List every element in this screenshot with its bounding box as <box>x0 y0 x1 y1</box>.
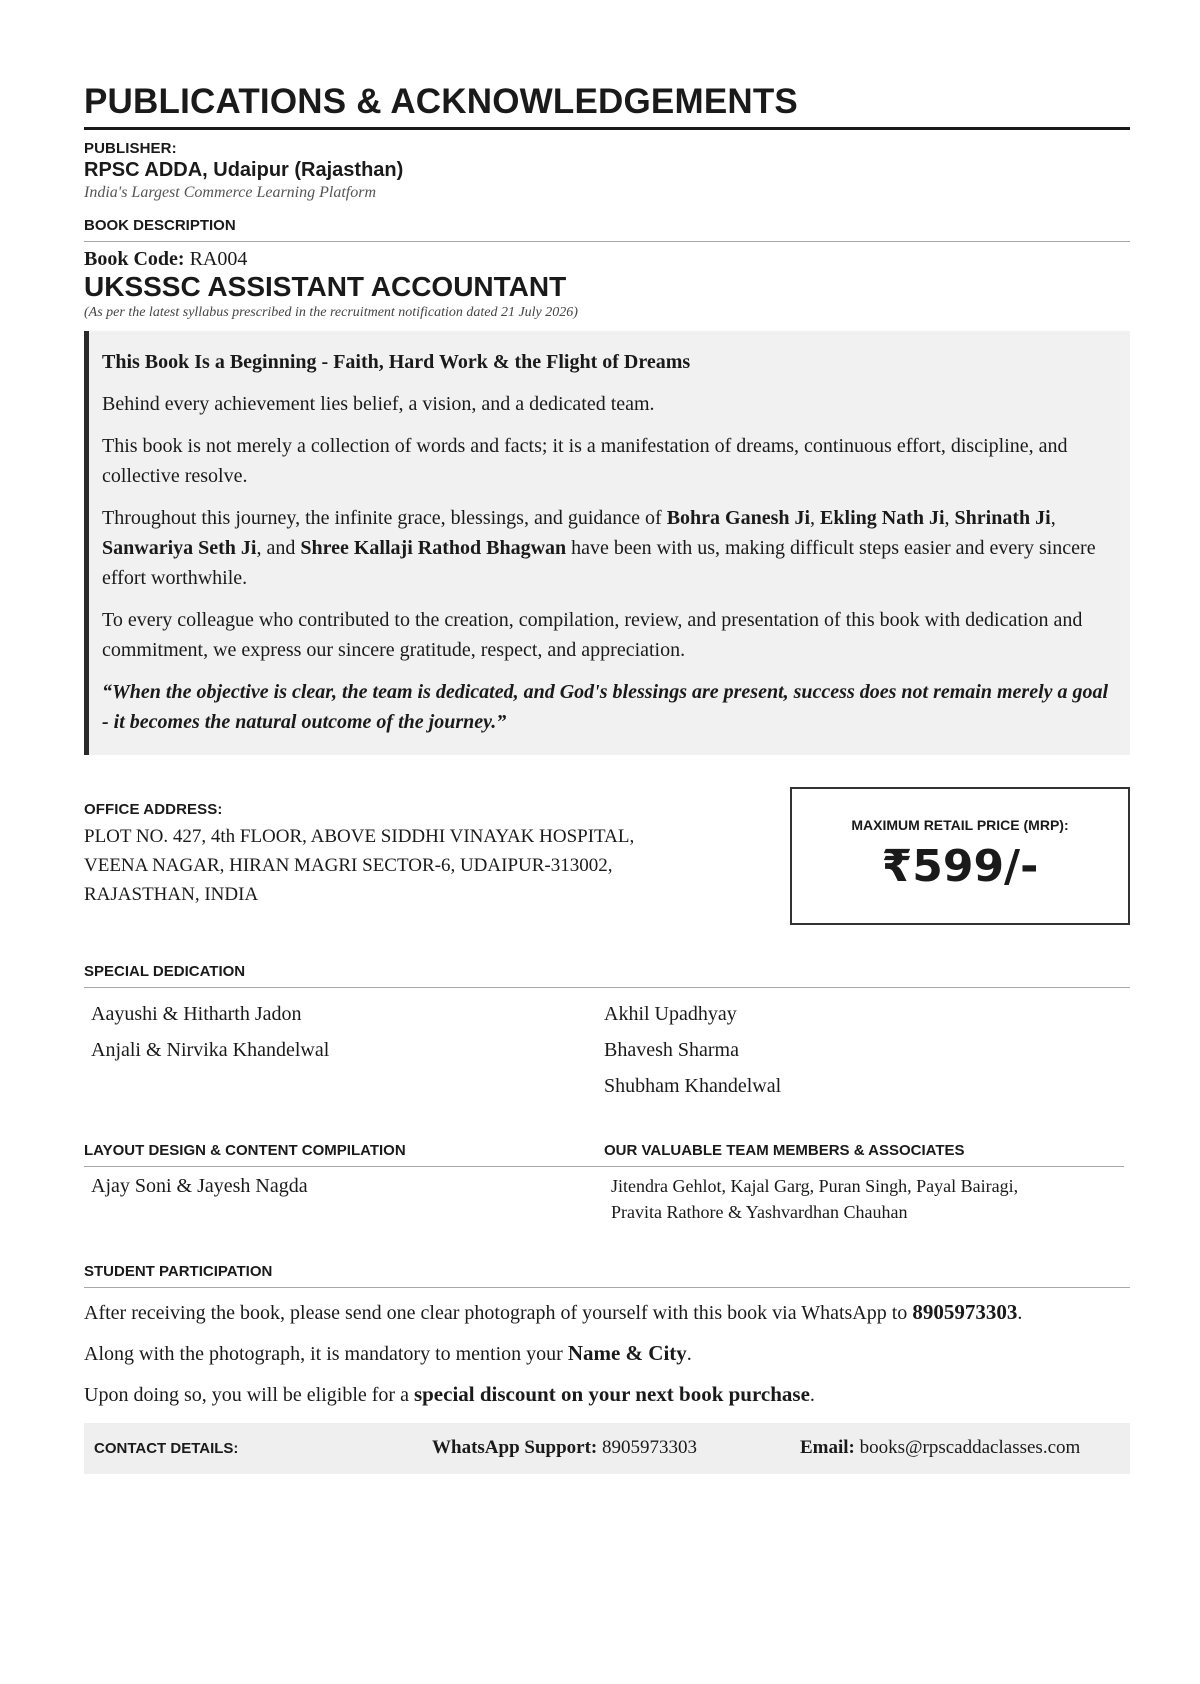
student-paragraph <box>84 1382 1130 1407</box>
dedication-name: Bhavesh Sharma <box>604 1038 739 1061</box>
student-text: . <box>686 1342 692 1365</box>
whatsapp-number: 8905973303 <box>912 1299 1018 1324</box>
team-line: Jitendra Gehlot, Kajal Garg, Puran Singh, Payal Bairagi, <box>611 1175 1019 1196</box>
office-and-price-row <box>84 787 1130 927</box>
acknowledgement-box <box>84 331 1130 755</box>
mrp-label: MAXIMUM RETAIL PRICE (MRP): <box>851 816 1069 833</box>
office-address-block <box>84 801 724 909</box>
office-address-label: OFFICE ADDRESS: <box>84 800 223 818</box>
student-participation-section <box>84 1263 1130 1407</box>
deity-name: Bohra Ganesh Ji <box>666 506 811 529</box>
contact-details-label: CONTACT DETAILS: <box>94 1439 239 1457</box>
student-text: Upon doing so, you will be eligible for a <box>84 1383 414 1406</box>
publisher-block <box>84 140 1130 202</box>
blessings-outro: have been with us, making difficult steps easier and every sincere effort worthwhile. <box>102 536 1096 589</box>
book-code-value: RA004 <box>189 247 248 270</box>
blessings-intro: Throughout this journey, the infinite grace, blessings, and guidance of <box>102 506 667 529</box>
whatsapp-value: 8905973303 <box>602 1437 697 1459</box>
student-text: Along with the photograph, it is mandatory to mention your <box>84 1342 568 1365</box>
email-value: books@rpscaddaclasses.com <box>859 1437 1081 1459</box>
layout-design-names: Ajay Soni & Jayesh Nagda <box>91 1174 308 1197</box>
student-text: . <box>1017 1301 1023 1324</box>
student-text: . <box>809 1383 815 1406</box>
discount-emphasis: special discount on your next book purchase <box>413 1381 810 1406</box>
publisher-name: RPSC ADDA, Udaipur (Rajasthan) <box>84 158 404 181</box>
document-page <box>84 84 1130 1474</box>
whatsapp-label: WhatsApp Support: <box>432 1437 598 1459</box>
acknowledgement-paragraph: This book is not merely a collection of words and facts; it is a manifestation of dreams, continuous effort, discipline, and collective resolve. <box>102 434 1068 487</box>
email-contact <box>800 1437 1080 1459</box>
deity-name: Sanwariya Seth Ji <box>102 536 257 559</box>
address-line: PLOT NO. 427, 4th FLOOR, ABOVE SIDDHI VINAYAK HOSPITAL, <box>84 825 635 847</box>
deity-name: Ekling Nath Ji <box>820 506 945 529</box>
student-paragraph <box>84 1341 1130 1366</box>
name-city-emphasis: Name & City <box>567 1340 687 1365</box>
dedication-name: Aayushi & Hitharth Jadon <box>91 1002 302 1025</box>
team-members-heading: OUR VALUABLE TEAM MEMBERS & ASSOCIATES <box>604 1142 1124 1167</box>
mrp-value: ₹599/- <box>881 840 1039 892</box>
layout-design-section <box>84 1142 604 1225</box>
publisher-label: PUBLISHER: <box>84 139 177 157</box>
publisher-tagline: India's Largest Commerce Learning Platform <box>84 183 377 201</box>
contact-details-bar <box>84 1423 1130 1474</box>
layout-design-heading: LAYOUT DESIGN & CONTENT COMPILATION <box>84 1142 604 1167</box>
team-members-names <box>604 1173 1124 1225</box>
book-description-heading: BOOK DESCRIPTION <box>84 217 1130 242</box>
student-participation-heading: STUDENT PARTICIPATION <box>84 1263 1130 1288</box>
dedication-name: Shubham Khandelwal <box>604 1074 782 1097</box>
acknowledgement-heading: This Book Is a Beginning - Faith, Hard Work & the Flight of Dreams <box>102 350 691 373</box>
page-title: PUBLICATIONS & ACKNOWLEDGEMENTS <box>84 84 1130 130</box>
book-code <box>84 248 1130 271</box>
dedication-columns <box>84 996 1130 1104</box>
book-title: UKSSSC ASSISTANT ACCOUNTANT <box>84 270 567 302</box>
whatsapp-support <box>432 1437 800 1459</box>
address-line: RAJASTHAN, INDIA <box>84 883 259 905</box>
book-syllabus-note: (As per the latest syllabus prescribed in the recruitment notification dated 21 July 2026) <box>84 304 578 320</box>
deity-name: Shree Kallaji Rathod Bhagwan <box>300 536 567 559</box>
acknowledgement-paragraph: Behind every achievement lies belief, a vision, and a dedicated team. <box>102 392 655 415</box>
deity-name: Shrinath Ji <box>954 506 1051 529</box>
dedication-left-column <box>84 996 604 1104</box>
student-text: After receiving the book, please send one clear photograph of yourself with this book via WhatsApp to <box>84 1301 913 1324</box>
special-dedication-section <box>84 963 1130 1104</box>
book-code-label: Book Code: <box>84 247 185 270</box>
special-dedication-heading: SPECIAL DEDICATION <box>84 963 1130 988</box>
dedication-name: Anjali & Nirvika Khandelwal <box>91 1038 330 1061</box>
email-label: Email: <box>800 1437 855 1459</box>
mrp-box <box>790 787 1130 925</box>
acknowledgement-paragraph: To every colleague who contributed to the creation, compilation, review, and presentation of this book with dedication and commitment, we express our sincere gratitude, respect, and appreciation. <box>102 608 1083 661</box>
credits-row <box>84 1142 1130 1225</box>
student-paragraph <box>84 1300 1130 1325</box>
acknowledgement-blessings-paragraph: Throughout this journey, the infinite grace, blessings, and guidance of Bohra Ganesh Ji, Ekling Nath Ji, Shrinath Ji, Sanwariya Seth Ji, and Shree Kallaji Rathod Bhagwan have been with us, making difficult steps easier and every sincere effort worthwhile. <box>102 506 1096 589</box>
acknowledgement-quote: “When the objective is clear, the team is dedicated, and God's blessings are present, success does not remain merely a goal - it becomes the natural outcome of the journey.” <box>102 680 1109 733</box>
team-members-section <box>604 1142 1124 1225</box>
dedication-name: Akhil Upadhyay <box>604 1002 737 1025</box>
team-line: Pravita Rathore & Yashvardhan Chauhan <box>611 1201 908 1222</box>
dedication-right-column <box>604 996 1124 1104</box>
address-line: VEENA NAGAR, HIRAN MAGRI SECTOR-6, UDAIPUR-313002, <box>84 854 613 876</box>
office-address <box>84 822 724 909</box>
